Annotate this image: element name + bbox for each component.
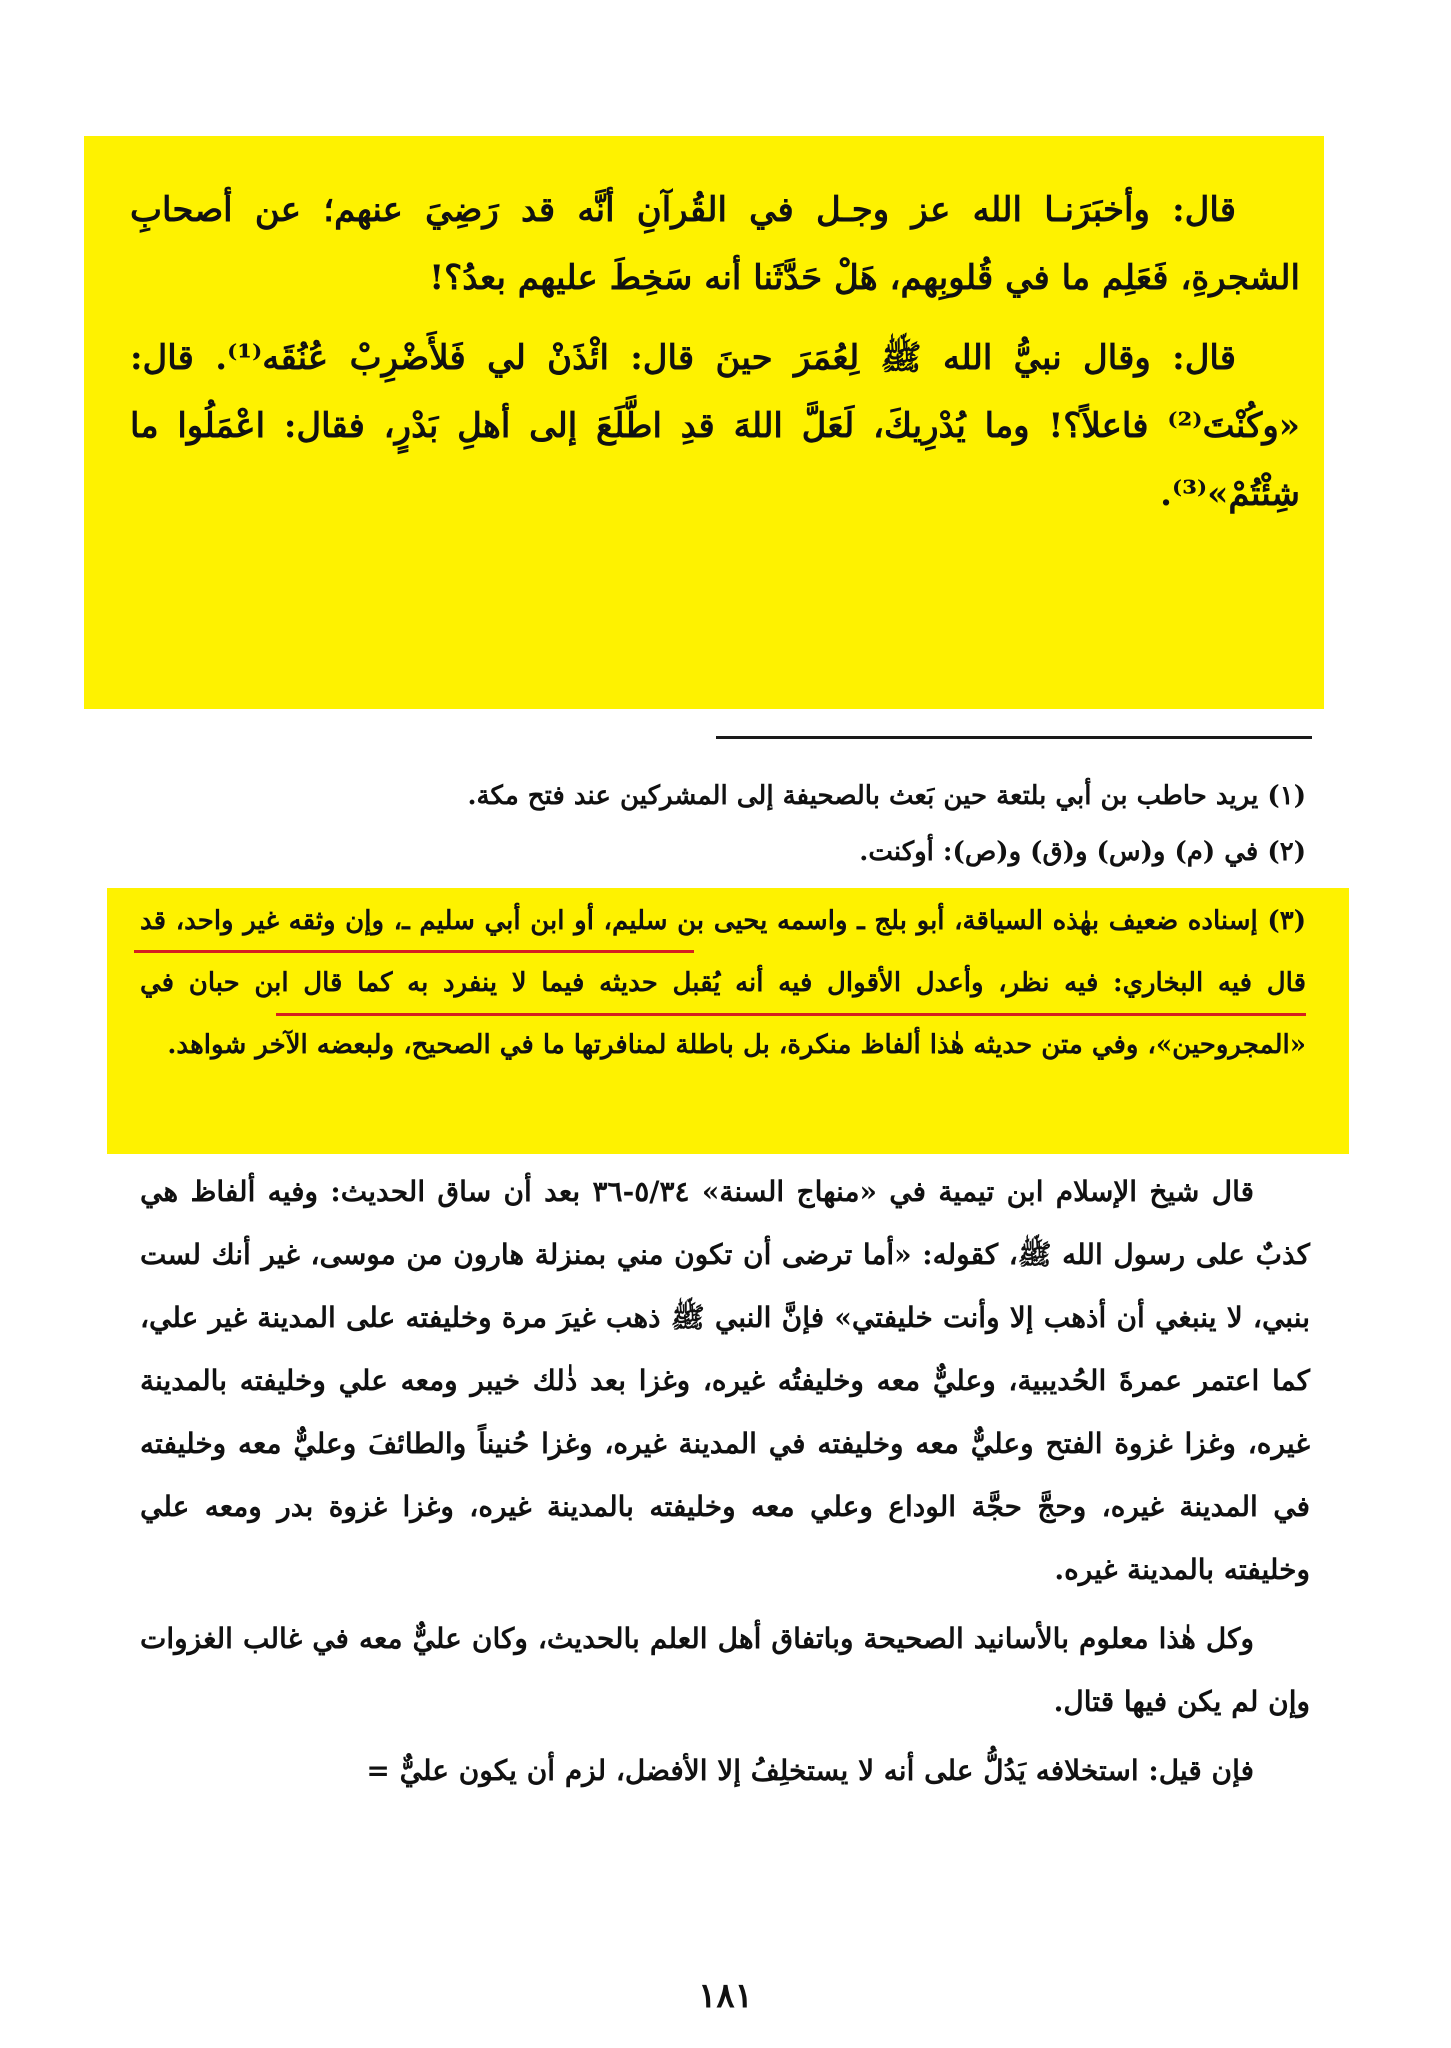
footnote-2: (٢) في (م) و(س) و(ق) و(ص): أوكنت. <box>859 837 1306 867</box>
main-text-block <box>130 176 1300 540</box>
body-paragraph-1: قال شيخ الإسلام ابن تيمية في «منهاج السنة» ٥/٣٤-٣٦ بعد أن ساق الحديث: وفيه ألفاظ هي كذبٌ على رسول الله ﷺ، كقوله: «أما ترضى أن تكون مني بمنزلة هارون من موسى، غير أنك لست بنبي، لا ينبغي أن أذهب إلا وأنت خليفتي» فإنَّ النبي ﷺ ذهب غيرَ مرة وخليفته على المدينة غير علي، كما اعتمر عمرةَ الحُديبية، وعليٌّ معه وخليفتُه غيره، وغزا بعد ذٰلك خيبر ومعه علي وخليفته بالمدينة غيره، وغزا غزوة الفتح وعليٌّ معه وخليفته في المدينة غيره، وغزا حُنيناً والطائفَ وعليٌّ معه وخليفته في المدينة غيره، وحجَّ حجَّة الوداع وعلي معه وخليفته بالمدينة غيره، وغزا غزوة بدر ومعه علي وخليفته بالمدينة غيره. <box>140 1175 1310 1586</box>
page-number: ١٨١ <box>698 1976 753 2016</box>
main-paragraph-2: قال: وقال نبيُّ الله ﷺ لِعُمَرَ حينَ قال: ائْذَنْ لي فَلأَضْرِبْ عُنُقَه⁽¹⁾. قال: «وكُنْتَ⁽²⁾ فاعلاً؟! وما يُدْرِيكَ، لَعَلَّ اللهَ قدِ اطَّلَعَ إلى أهلِ بَدْرٍ، فقال: اعْمَلُوا ما شِئْتُمْ»⁽³⁾. <box>130 338 1300 514</box>
red-underline-2 <box>276 1013 1306 1016</box>
footnotes-block <box>140 768 1310 1076</box>
footnote-3: (٣) إسناده ضعيف بهٰذه السياقة، أبو بلج ـ واسمه يحيى بن سليم، أو ابن أبي سليم ـ، وإن وثقه غير واحد، قد قال فيه البخاري: فيه نظر، وأعدل الأقوال فيه أنه يُقبل حديثه فيما لا ينفرد به كما قال ابن حبان في «المجروحين»، وفي متن حديثه هٰذا ألفاظ منكرة، بل باطلة لمنافرتها ما في الصحيح، ولبعضه الآخر شواهد. <box>140 906 1306 1060</box>
body-paragraph-2: وكل هٰذا معلوم بالأسانيد الصحيحة وباتفاق أهل العلم بالحديث، وكان عليٌّ معه في غالب الغزوات وإن لم يكن فيها قتال. <box>140 1622 1310 1718</box>
body-paragraph-3: فإن قيل: استخلافه يَدُلُّ على أنه لا يستخلِفُ إلا الأفضل، لزم أن يكون عليٌّ = <box>366 1754 1254 1787</box>
main-paragraph-1: قال: وأخبَرَنـا الله عز وجـل في القُرآنِ أنَّه قد رَضِيَ عنهم؛ عن أصحابِ الشجرةِ، فَعَلِم ما في قُلوبِهم، هَلْ حَدَّثَنا أنه سَخِطَ عليهم بعدُ؟! <box>130 190 1300 298</box>
footnote-separator <box>716 736 1312 739</box>
red-underline-1 <box>134 950 694 953</box>
footnote-1: (١) يريد حاطب بن أبي بلتعة حين بَعث بالصحيفة إلى المشركين عند فتح مكة. <box>467 781 1306 811</box>
body-text-block <box>140 1160 1310 1808</box>
